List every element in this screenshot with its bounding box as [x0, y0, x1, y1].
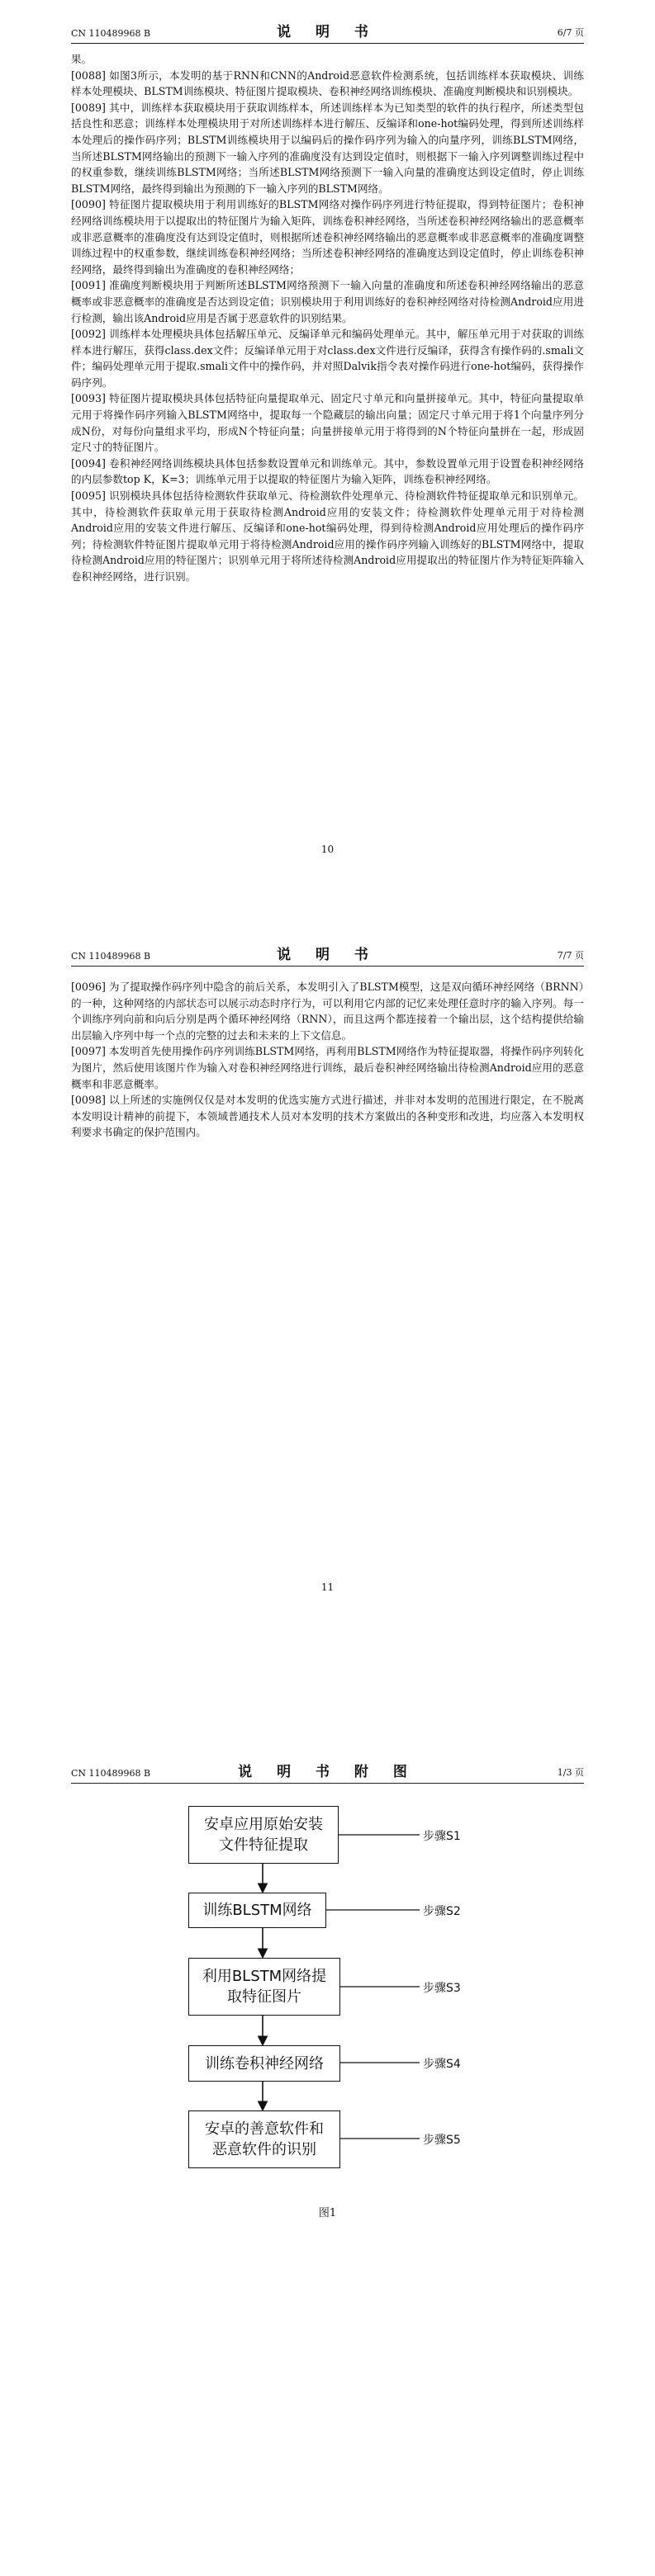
flowchart-box-s1-label: 安卓应用原始安装 文件特征提取 — [204, 1816, 323, 1854]
paragraph: 果。 — [71, 53, 93, 65]
flowchart-box-s2-label: 训练BLSTM网络 — [202, 1902, 312, 1919]
page-label: 1/3 页 — [557, 1767, 584, 1778]
flowchart-box-s4 — [188, 2045, 340, 2082]
paragraph-0091: [0091] 准确度判断模块用于判断所述BLSTM网络预测下一输入向量的准确度和所述卷积神经网络输出的恶意概率或非恶意概率的准确度是否达到设定值；识别模块用于利用训练好的卷积神经网络对待检测Android应用进行检测，输出该Android应用是否属于恶意软件的识别结果。 — [71, 279, 584, 324]
page-label: 7/7 页 — [557, 950, 584, 961]
patent-number: CN 110489968 B — [71, 28, 151, 39]
flowchart-box-s5 — [188, 2110, 340, 2168]
page-header — [71, 941, 584, 967]
flowchart-box-s5-label: 安卓的善意软件和 恶意软件的识别 — [205, 2120, 324, 2158]
page-7 — [0, 941, 655, 1667]
body-text — [71, 51, 584, 585]
step-label-s3: 步骤S3 — [423, 1982, 461, 1995]
page-number: 11 — [320, 1581, 335, 1593]
figure-caption: 图1 — [318, 2207, 337, 2219]
drawings-page-1 — [0, 1758, 655, 2550]
flowchart-box-s3 — [188, 1958, 340, 2016]
step-label-s2: 步骤S2 — [423, 1905, 461, 1918]
page-title: 说 明 书 附 图 — [238, 1764, 417, 1780]
paragraph-0095: [0095] 识别模块具体包括待检测软件获取单元、待检测软件处理单元、待检测软件特征提取单元和识别单元。其中，待检测软件获取单元用于获取待检测Android应用的安装文件；待检测软件处理单元用于对待检测Android应用的安装文件进行解压、反编译和one-hot编码处理，得到待检测Android应用处理后的操作码序列；待检测软件特征图片提取单元用于将待检测Android应用的操作码序列输入训练好的BLSTM网络中，提取待检测Android应用的特征图片；识别单元用于将所述待检测Android应用提取出的特征图片作为特征矩阵输入卷积神经网络，进行识别。 — [71, 489, 584, 583]
paragraph-0092: [0092] 训练样本处理模块具体包括解压单元、反编译单元和编码处理单元。其中，解压单元用于对获取的训练样本进行解压，获得class.dex文件；反编译单元用于对class.dex文件进行反编译，获得含有操作码的.smali文件；编码处理单元用于提取.smali文件中的操作码，并对照Dalvik指令表对操作码进行one-hot编码，获得操作码序列。 — [71, 328, 584, 389]
flowchart-box-s1 — [188, 1806, 339, 1864]
patent-number: CN 110489968 B — [71, 1768, 151, 1779]
flowchart-box-s2 — [188, 1893, 326, 1928]
paragraph-0094: [0094] 卷积神经网络训练模块具体包括参数设置单元和训练单元。其中，参数设置单元用于设置卷积神经网络的内层参数top K，K=3；训练单元用于以提取的特征图片为输入矩阵，训练卷积神经网络。 — [71, 456, 584, 486]
paragraph-0088: [0088] 如图3所示，本发明的基于RNN和CNN的Android恶意软件检测系统，包括训练样本获取模块、训练样本处理模块、BLSTM训练模块、特征图片提取模块、卷积神经网络训练模块、准确度判断模块和识别模块。 — [71, 69, 584, 98]
body-text — [71, 979, 584, 1141]
paragraph-0089: [0089] 其中，训练样本获取模块用于获取训练样本，所述训练样本为已知类型的软件的执行程序，所述类型包括良性和恶意；训练样本处理模块用于对所述训练样本进行解压、反编译和one-hot编码处理，得到所述训练样本处理后的操作码序列；BLSTM训练模块用于以编码后的操作码序列为输入的向量序列，训练BLSTM网络，当所述BLSTM网络输出的预测下一输入序列的准确度没有达到设定值时，则根据下一输入序列调整训练过程中的权重参数，继续训练BLSTM网络；当所述BLSTM网络预测下一输入向量的准确度达到设定值时，停止训练BLSTM网络，最终得到输出为预测的下一输入序列的BLSTM网络。 — [71, 101, 584, 195]
page-header — [71, 18, 584, 44]
patent-number: CN 110489968 B — [71, 951, 151, 962]
paragraph-0093: [0093] 特征图片提取模块具体包括特征向量提取单元、固定尺寸单元和向量拼接单元。其中，特征向量提取单元用于将操作码序列输入BLSTM网络中，提取每一个隐藏层的输出向量；固定尺寸单元用于将1个向量序列分成N份，对每份向量组求平均，形成N个特征向量；向量拼接单元用于将得到的N个特征向量拼在一起，形成固定尺寸的特征图片。 — [71, 392, 584, 454]
page-title: 说 明 书 — [277, 24, 378, 40]
page-number: 10 — [320, 844, 335, 855]
step-label-s5: 步骤S5 — [423, 2134, 461, 2147]
paragraph-0098: [0098] 以上所述的实施例仅仅是对本发明的优选实施方式进行描述，并非对本发明的范围进行限定，在不脱离本发明设计精神的前提下，本领域普通技术人员对本发明的技术方案做出的各种变形和改进，均应落入本发明权利要求书确定的保护范围内。 — [71, 1094, 584, 1139]
page-label: 6/7 页 — [557, 27, 584, 38]
paragraph-0096: [0096] 为了提取操作码序列中隐含的前后关系，本发明引入了BLSTM模型，这是双向循环神经网络（BRNN）的一种，这种网络的内部状态可以展示动态时序行为，可以利用它内部的记忆来处理任意时序的输入序列。每一个训练序列向前和向后分别是两个循环神经网络（RNN），而且这两个都连接着一个输出层，这个结构提供给输出层输入序列中每一个点的完整的过去和未来的上下文信息。 — [71, 981, 584, 1042]
page-6 — [0, 0, 655, 858]
flowchart-box-s4-label: 训练卷积神经网络 — [205, 2054, 324, 2073]
step-label-s4: 步骤S4 — [423, 2058, 461, 2071]
paragraph-0097: [0097] 本发明首先使用操作码序列训练BLSTM网络，再利用BLSTM网络作为特征提取器，将操作码序列转化为图片，然后使用该图片作为输入对卷积神经网络进行训练，最后卷积神经网络输出待检测Android应用的恶意概率和非恶意概率。 — [71, 1045, 584, 1090]
page-title: 说 明 书 — [277, 947, 378, 963]
step-label-s1: 步骤S1 — [423, 1830, 461, 1843]
flowchart-box-s3-label: 利用BLSTM网络提 取特征图片 — [202, 1968, 327, 2006]
paragraph-0090: [0090] 特征图片提取模块用于利用训练好的BLSTM网络对操作码序列进行特征提取，得到特征图片；卷积神经网络训练模块用于以提取出的特征图片为输入矩阵，训练卷积神经网络，当所述卷积神经网络输出的恶意概率或非恶意概率的准确度没有达到设定值时，则根据所述卷积神经网络输出的恶意概率或非恶意概率的准确度调整训练过程中的权重参数，继续训练卷积神经网络；当所述卷积神经网络的准确度达到设定值时，停止训练卷积神经网络，最终得到输出为准确度的卷积神经网络； — [71, 198, 584, 276]
